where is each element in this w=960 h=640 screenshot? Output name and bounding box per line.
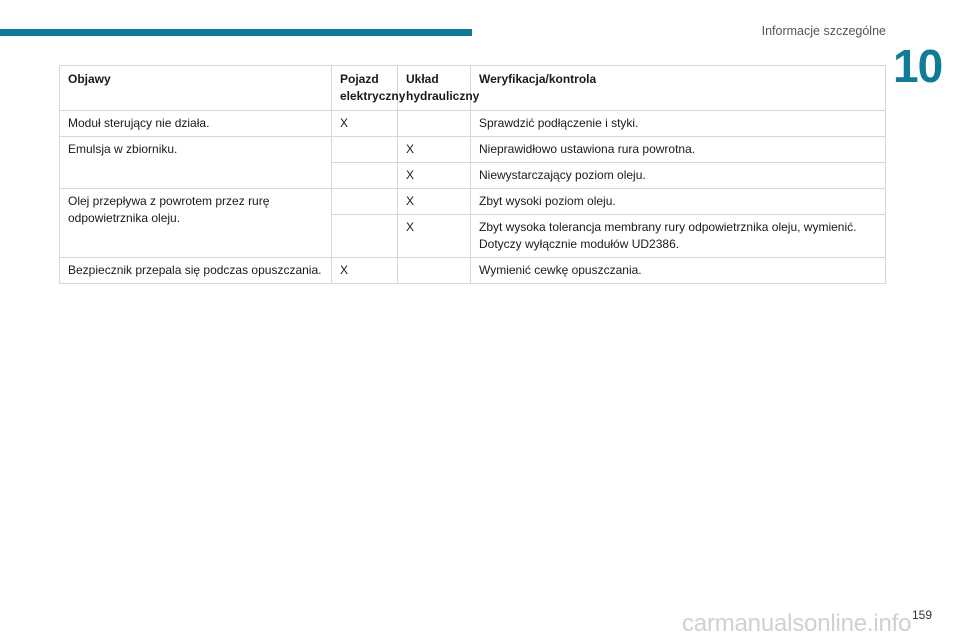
table-header-row [60,66,886,111]
hydraulic-cell: X [398,137,471,163]
hydraulic-cell [398,258,471,284]
table-row [60,258,886,284]
header-hydraulic: Układ hydrauliczny [398,66,471,111]
hydraulic-cell: X [398,189,471,215]
symptom-cell: Moduł sterujący nie działa. [60,111,332,137]
hydraulic-cell: X [398,163,471,189]
check-cell: Wymienić cewkę opuszczania. [471,258,886,284]
electric-cell [332,189,398,215]
electric-cell [332,215,398,258]
hydraulic-cell: X [398,215,471,258]
electric-cell [332,163,398,189]
check-text: Zbyt wysoka tolerancja membrany rury odpowietrznika oleju, wymienić. [479,220,857,234]
electric-cell: X [332,258,398,284]
page-number: 159 [912,608,933,622]
section-title: Informacje szczególne [761,24,886,38]
check-note: Dotyczy wyłącznie modułów UD2386. [479,237,680,251]
table-row [60,111,886,137]
hydraulic-cell [398,111,471,137]
watermark: carmanualsonline.info [682,610,912,637]
electric-cell: X [332,111,398,137]
check-cell: Niewystarczający poziom oleju. [471,163,886,189]
header-symptoms: Objawy [60,66,332,111]
symptom-cell: Emulsja w zbiorniku. [60,137,332,189]
header-accent-bar [0,29,472,36]
symptom-cell: Bezpiecznik przepala się podczas opuszczania. [60,258,332,284]
symptom-cell: Olej przepływa z powrotem przez rurę odpowietrznika oleju. [60,189,332,258]
check-cell: Nieprawidłowo ustawiona rura powrotna. [471,137,886,163]
header-electric: Pojazd elektryczny [332,66,398,111]
check-cell: Zbyt wysoki poziom oleju. [471,189,886,215]
check-cell: Sprawdzić podłączenie i styki. [471,111,886,137]
header-check: Weryfikacja/kontrola [471,66,886,111]
table-row [60,137,886,163]
table-row [60,189,886,215]
check-cell [471,215,886,258]
troubleshooting-table [59,65,886,284]
electric-cell [332,137,398,163]
chapter-number: 10 [893,40,943,92]
